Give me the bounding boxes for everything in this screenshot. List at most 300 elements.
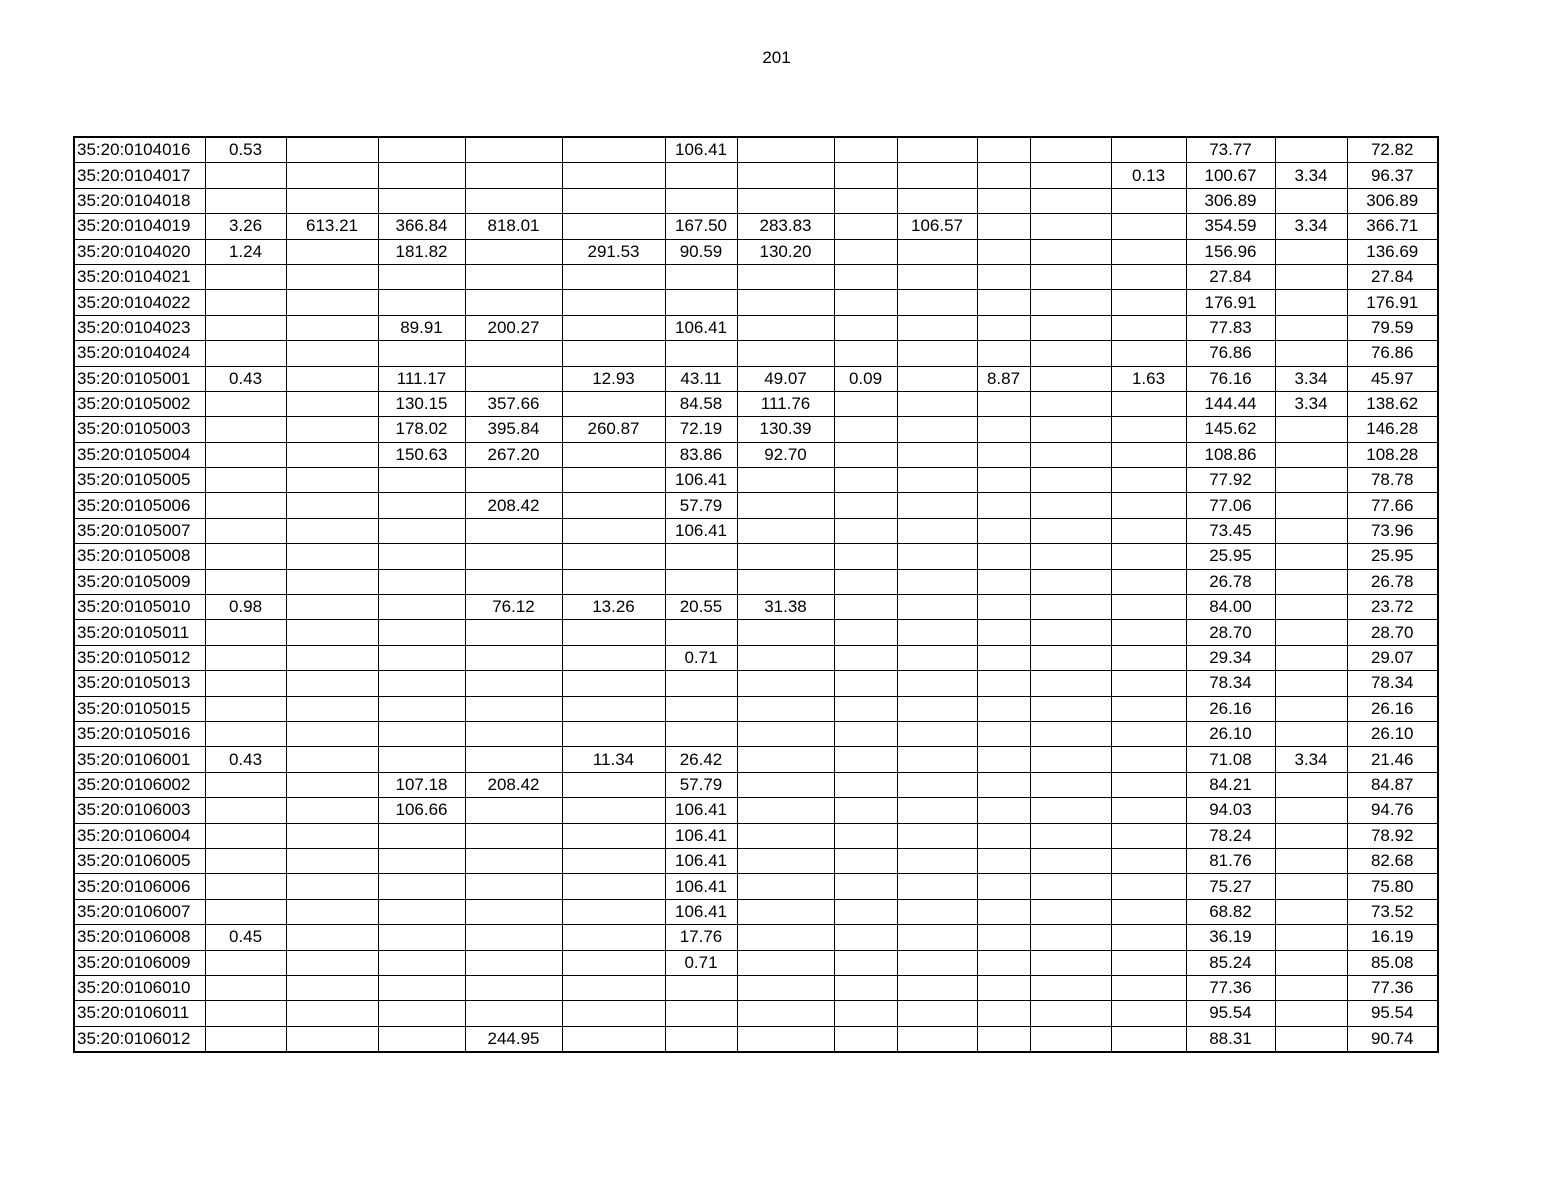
table-cell: 92.70 xyxy=(737,442,834,467)
table-cell xyxy=(977,671,1030,696)
table-cell xyxy=(834,290,897,315)
table-cell xyxy=(205,848,286,873)
table-cell: 156.96 xyxy=(1186,239,1275,264)
table-cell xyxy=(562,798,665,823)
table-cell xyxy=(205,798,286,823)
table-cell xyxy=(205,264,286,289)
table-cell xyxy=(1111,1001,1186,1026)
table-cell xyxy=(737,188,834,213)
table-cell: 146.28 xyxy=(1347,417,1438,442)
table-cell xyxy=(1111,925,1186,950)
parcel-id-cell: 35:20:0105003 xyxy=(74,417,205,442)
parcel-id-cell: 35:20:0106004 xyxy=(74,823,205,848)
table-cell: 106.66 xyxy=(378,798,465,823)
table-cell: 283.83 xyxy=(737,214,834,239)
table-cell: 20.55 xyxy=(665,595,737,620)
table-cell xyxy=(897,366,977,391)
table-cell xyxy=(465,747,562,772)
table-cell xyxy=(977,214,1030,239)
table-cell xyxy=(378,544,465,569)
table-cell xyxy=(1030,595,1111,620)
table-cell: 73.45 xyxy=(1186,518,1275,543)
table-row xyxy=(74,290,1438,315)
table-cell xyxy=(378,341,465,366)
table-cell: 90.59 xyxy=(665,239,737,264)
table-cell xyxy=(465,823,562,848)
table-cell xyxy=(1111,468,1186,493)
table-cell xyxy=(977,188,1030,213)
table-cell xyxy=(897,264,977,289)
table-cell: 106.41 xyxy=(665,823,737,848)
table-cell xyxy=(897,315,977,340)
parcel-id-cell: 35:20:0105001 xyxy=(74,366,205,391)
table-cell xyxy=(205,493,286,518)
table-cell: 108.28 xyxy=(1347,442,1438,467)
table-cell xyxy=(205,417,286,442)
table-row xyxy=(74,950,1438,975)
table-cell xyxy=(897,188,977,213)
table-cell xyxy=(665,1001,737,1026)
table-cell xyxy=(897,391,977,416)
table-cell: 106.41 xyxy=(665,518,737,543)
table-cell xyxy=(1275,925,1347,950)
table-cell xyxy=(562,645,665,670)
table-cell xyxy=(286,417,378,442)
table-cell xyxy=(562,848,665,873)
parcel-id-cell: 35:20:0104016 xyxy=(74,137,205,163)
table-cell xyxy=(286,1026,378,1052)
table-row xyxy=(74,341,1438,366)
table-cell xyxy=(977,493,1030,518)
table-row xyxy=(74,366,1438,391)
table-cell: 106.41 xyxy=(665,899,737,924)
table-cell xyxy=(897,671,977,696)
table-cell xyxy=(737,747,834,772)
table-cell xyxy=(1030,442,1111,467)
table-row xyxy=(74,620,1438,645)
table-cell xyxy=(897,163,977,188)
table-cell xyxy=(562,1001,665,1026)
table-cell: 106.41 xyxy=(665,798,737,823)
table-cell xyxy=(562,188,665,213)
table-cell xyxy=(897,848,977,873)
table-cell xyxy=(834,747,897,772)
table-cell: 244.95 xyxy=(465,1026,562,1052)
table-cell xyxy=(562,975,665,1000)
table-cell: 11.34 xyxy=(562,747,665,772)
table-cell xyxy=(286,798,378,823)
parcel-id-cell: 35:20:0106003 xyxy=(74,798,205,823)
table-cell xyxy=(286,950,378,975)
table-cell xyxy=(286,315,378,340)
table-cell: 13.26 xyxy=(562,595,665,620)
table-cell xyxy=(1111,950,1186,975)
table-cell xyxy=(465,798,562,823)
table-cell xyxy=(897,468,977,493)
table-cell xyxy=(562,696,665,721)
table-cell xyxy=(834,671,897,696)
table-cell: 28.70 xyxy=(1347,620,1438,645)
table-row xyxy=(74,442,1438,467)
table-cell xyxy=(1275,341,1347,366)
table-cell xyxy=(834,798,897,823)
table-cell xyxy=(286,975,378,1000)
table-cell: 357.66 xyxy=(465,391,562,416)
table-cell xyxy=(1111,544,1186,569)
table-cell xyxy=(897,747,977,772)
table-cell xyxy=(737,137,834,163)
table-cell xyxy=(665,721,737,746)
table-cell: 26.16 xyxy=(1186,696,1275,721)
table-cell: 85.08 xyxy=(1347,950,1438,975)
table-cell xyxy=(1111,671,1186,696)
table-cell xyxy=(834,823,897,848)
table-cell xyxy=(1030,798,1111,823)
table-cell xyxy=(205,696,286,721)
table-cell xyxy=(1275,721,1347,746)
table-cell xyxy=(977,290,1030,315)
table-cell xyxy=(897,925,977,950)
parcel-id-cell: 35:20:0104020 xyxy=(74,239,205,264)
table-cell xyxy=(286,442,378,467)
table-cell xyxy=(378,721,465,746)
table-row xyxy=(74,137,1438,163)
table-cell xyxy=(897,1001,977,1026)
table-cell xyxy=(465,188,562,213)
table-cell xyxy=(1275,899,1347,924)
table-cell xyxy=(665,290,737,315)
parcel-id-cell: 35:20:0106002 xyxy=(74,772,205,797)
table-cell xyxy=(834,239,897,264)
table-cell xyxy=(465,671,562,696)
table-cell: 75.80 xyxy=(1347,874,1438,899)
table-cell xyxy=(562,163,665,188)
table-cell xyxy=(205,899,286,924)
table-cell xyxy=(897,493,977,518)
parcel-id-cell: 35:20:0105013 xyxy=(74,671,205,696)
table-cell xyxy=(286,899,378,924)
table-cell xyxy=(465,137,562,163)
table-cell xyxy=(977,391,1030,416)
table-cell xyxy=(286,264,378,289)
table-cell: 89.91 xyxy=(378,315,465,340)
table-cell xyxy=(1030,137,1111,163)
table-cell xyxy=(977,620,1030,645)
table-row xyxy=(74,823,1438,848)
table-cell xyxy=(977,950,1030,975)
table-cell: 0.71 xyxy=(665,645,737,670)
table-cell xyxy=(286,595,378,620)
table-cell xyxy=(977,341,1030,366)
table-cell xyxy=(1030,925,1111,950)
table-cell xyxy=(737,696,834,721)
table-cell: 306.89 xyxy=(1347,188,1438,213)
table-cell xyxy=(897,290,977,315)
parcel-id-cell: 35:20:0105002 xyxy=(74,391,205,416)
table-cell xyxy=(286,391,378,416)
table-cell xyxy=(1111,137,1186,163)
table-cell xyxy=(1275,137,1347,163)
table-cell xyxy=(897,518,977,543)
table-cell xyxy=(1111,341,1186,366)
table-cell xyxy=(1111,417,1186,442)
table-cell xyxy=(378,163,465,188)
table-cell: 27.84 xyxy=(1186,264,1275,289)
table-cell xyxy=(205,544,286,569)
table-cell: 27.84 xyxy=(1347,264,1438,289)
table-cell xyxy=(897,569,977,594)
table-cell: 208.42 xyxy=(465,772,562,797)
table-cell: 613.21 xyxy=(286,214,378,239)
table-cell xyxy=(834,163,897,188)
table-cell xyxy=(977,239,1030,264)
table-cell xyxy=(665,569,737,594)
table-cell xyxy=(977,823,1030,848)
parcel-id-cell: 35:20:0104022 xyxy=(74,290,205,315)
table-cell xyxy=(1030,899,1111,924)
parcel-id-cell: 35:20:0105009 xyxy=(74,569,205,594)
table-cell xyxy=(737,772,834,797)
table-cell: 94.76 xyxy=(1347,798,1438,823)
table-cell xyxy=(378,671,465,696)
table-cell xyxy=(737,925,834,950)
table-cell: 130.15 xyxy=(378,391,465,416)
table-cell xyxy=(977,163,1030,188)
parcel-id-cell: 35:20:0104018 xyxy=(74,188,205,213)
parcel-id-cell: 35:20:0105005 xyxy=(74,468,205,493)
table-cell xyxy=(562,544,665,569)
table-row xyxy=(74,721,1438,746)
table-cell xyxy=(205,442,286,467)
table-cell xyxy=(834,518,897,543)
parcel-id-cell: 35:20:0105011 xyxy=(74,620,205,645)
table-cell: 200.27 xyxy=(465,315,562,340)
table-cell xyxy=(1030,239,1111,264)
table-cell xyxy=(737,1001,834,1026)
table-cell xyxy=(897,950,977,975)
table-cell xyxy=(562,950,665,975)
table-cell xyxy=(1111,823,1186,848)
table-cell: 3.34 xyxy=(1275,391,1347,416)
table-cell xyxy=(1275,823,1347,848)
parcel-id-cell: 35:20:0105012 xyxy=(74,645,205,670)
table-cell xyxy=(834,442,897,467)
table-cell: 78.34 xyxy=(1186,671,1275,696)
table-cell xyxy=(834,468,897,493)
table-cell xyxy=(286,290,378,315)
table-cell xyxy=(205,645,286,670)
table-cell xyxy=(1030,772,1111,797)
table-cell: 3.34 xyxy=(1275,214,1347,239)
table-cell: 29.07 xyxy=(1347,645,1438,670)
table-cell xyxy=(1275,1001,1347,1026)
table-cell: 145.62 xyxy=(1186,417,1275,442)
table-cell xyxy=(834,772,897,797)
table-cell xyxy=(1275,848,1347,873)
table-cell: 0.45 xyxy=(205,925,286,950)
table-cell: 106.41 xyxy=(665,137,737,163)
parcel-id-cell: 35:20:0104021 xyxy=(74,264,205,289)
table-cell xyxy=(897,620,977,645)
table-cell xyxy=(737,848,834,873)
table-cell: 88.31 xyxy=(1186,1026,1275,1052)
table-cell xyxy=(1111,188,1186,213)
table-cell: 77.66 xyxy=(1347,493,1438,518)
table-cell xyxy=(205,874,286,899)
table-cell xyxy=(665,188,737,213)
table-cell: 138.62 xyxy=(1347,391,1438,416)
table-cell: 3.26 xyxy=(205,214,286,239)
table-cell xyxy=(897,721,977,746)
table-cell xyxy=(977,417,1030,442)
table-cell xyxy=(378,595,465,620)
table-cell: 106.41 xyxy=(665,315,737,340)
table-cell: 72.19 xyxy=(665,417,737,442)
table-cell xyxy=(737,798,834,823)
table-cell xyxy=(205,391,286,416)
table-cell xyxy=(1030,341,1111,366)
table-cell: 130.20 xyxy=(737,239,834,264)
table-cell xyxy=(562,391,665,416)
parcel-id-cell: 35:20:0105007 xyxy=(74,518,205,543)
table-cell xyxy=(737,1026,834,1052)
table-cell xyxy=(286,544,378,569)
table-cell xyxy=(286,721,378,746)
parcel-id-cell: 35:20:0106006 xyxy=(74,874,205,899)
table-cell xyxy=(737,518,834,543)
table-cell xyxy=(286,747,378,772)
table-row xyxy=(74,493,1438,518)
table-row xyxy=(74,417,1438,442)
table-cell xyxy=(1030,366,1111,391)
table-cell xyxy=(977,569,1030,594)
table-cell xyxy=(465,366,562,391)
table-cell: 366.71 xyxy=(1347,214,1438,239)
parcel-id-cell: 35:20:0104019 xyxy=(74,214,205,239)
table-cell xyxy=(1030,874,1111,899)
table-cell xyxy=(1030,848,1111,873)
table-cell xyxy=(465,620,562,645)
table-cell xyxy=(378,950,465,975)
table-cell xyxy=(834,493,897,518)
table-cell: 84.58 xyxy=(665,391,737,416)
table-cell: 82.68 xyxy=(1347,848,1438,873)
table-cell xyxy=(286,620,378,645)
table-cell xyxy=(562,569,665,594)
table-cell xyxy=(897,1026,977,1052)
parcel-id-cell: 35:20:0104023 xyxy=(74,315,205,340)
table-cell xyxy=(665,975,737,1000)
table-cell xyxy=(834,264,897,289)
table-cell xyxy=(1111,645,1186,670)
table-cell xyxy=(665,671,737,696)
table-cell xyxy=(465,264,562,289)
table-row xyxy=(74,264,1438,289)
table-row xyxy=(74,569,1438,594)
table-cell xyxy=(1111,315,1186,340)
table-cell xyxy=(286,468,378,493)
table-cell xyxy=(286,239,378,264)
table-cell xyxy=(977,696,1030,721)
table-cell xyxy=(1030,620,1111,645)
table-cell: 73.96 xyxy=(1347,518,1438,543)
table-cell xyxy=(737,341,834,366)
table-cell xyxy=(977,721,1030,746)
table-cell xyxy=(1111,264,1186,289)
table-cell xyxy=(897,696,977,721)
table-cell xyxy=(1030,696,1111,721)
table-cell xyxy=(562,137,665,163)
table-cell: 21.46 xyxy=(1347,747,1438,772)
table-cell: 78.78 xyxy=(1347,468,1438,493)
table-cell xyxy=(562,442,665,467)
table-cell xyxy=(834,569,897,594)
table-cell xyxy=(897,899,977,924)
table-cell xyxy=(1111,975,1186,1000)
table-cell xyxy=(1030,188,1111,213)
table-row xyxy=(74,899,1438,924)
table-cell: 818.01 xyxy=(465,214,562,239)
table-row xyxy=(74,214,1438,239)
table-cell: 28.70 xyxy=(1186,620,1275,645)
table-cell xyxy=(737,290,834,315)
table-row xyxy=(74,315,1438,340)
table-cell xyxy=(465,290,562,315)
table-cell xyxy=(286,772,378,797)
table-cell xyxy=(1275,772,1347,797)
table-cell xyxy=(1275,239,1347,264)
table-cell xyxy=(562,620,665,645)
table-cell xyxy=(897,798,977,823)
table-cell xyxy=(737,315,834,340)
table-cell xyxy=(378,569,465,594)
table-cell xyxy=(1030,975,1111,1000)
table-cell xyxy=(665,1026,737,1052)
table-cell xyxy=(834,975,897,1000)
table-cell xyxy=(1030,950,1111,975)
table-cell xyxy=(286,823,378,848)
table-cell: 150.63 xyxy=(378,442,465,467)
table-cell xyxy=(1030,1001,1111,1026)
table-cell: 167.50 xyxy=(665,214,737,239)
table-cell xyxy=(1111,620,1186,645)
table-cell xyxy=(378,645,465,670)
table-cell xyxy=(1030,417,1111,442)
table-cell xyxy=(1111,1026,1186,1052)
table-cell xyxy=(977,645,1030,670)
table-cell: 84.21 xyxy=(1186,772,1275,797)
table-cell xyxy=(378,188,465,213)
table-cell xyxy=(205,975,286,1000)
table-cell xyxy=(977,899,1030,924)
table-cell xyxy=(562,264,665,289)
table-cell xyxy=(1275,798,1347,823)
table-cell xyxy=(1030,493,1111,518)
table-cell xyxy=(378,1026,465,1052)
table-cell: 178.02 xyxy=(378,417,465,442)
table-cell xyxy=(1030,290,1111,315)
table-cell xyxy=(834,899,897,924)
table-cell xyxy=(737,899,834,924)
table-row xyxy=(74,188,1438,213)
table-row xyxy=(74,595,1438,620)
table-cell xyxy=(737,264,834,289)
table-row xyxy=(74,925,1438,950)
table-cell xyxy=(834,544,897,569)
table-cell xyxy=(1111,493,1186,518)
table-cell: 95.54 xyxy=(1186,1001,1275,1026)
table-cell: 77.06 xyxy=(1186,493,1275,518)
